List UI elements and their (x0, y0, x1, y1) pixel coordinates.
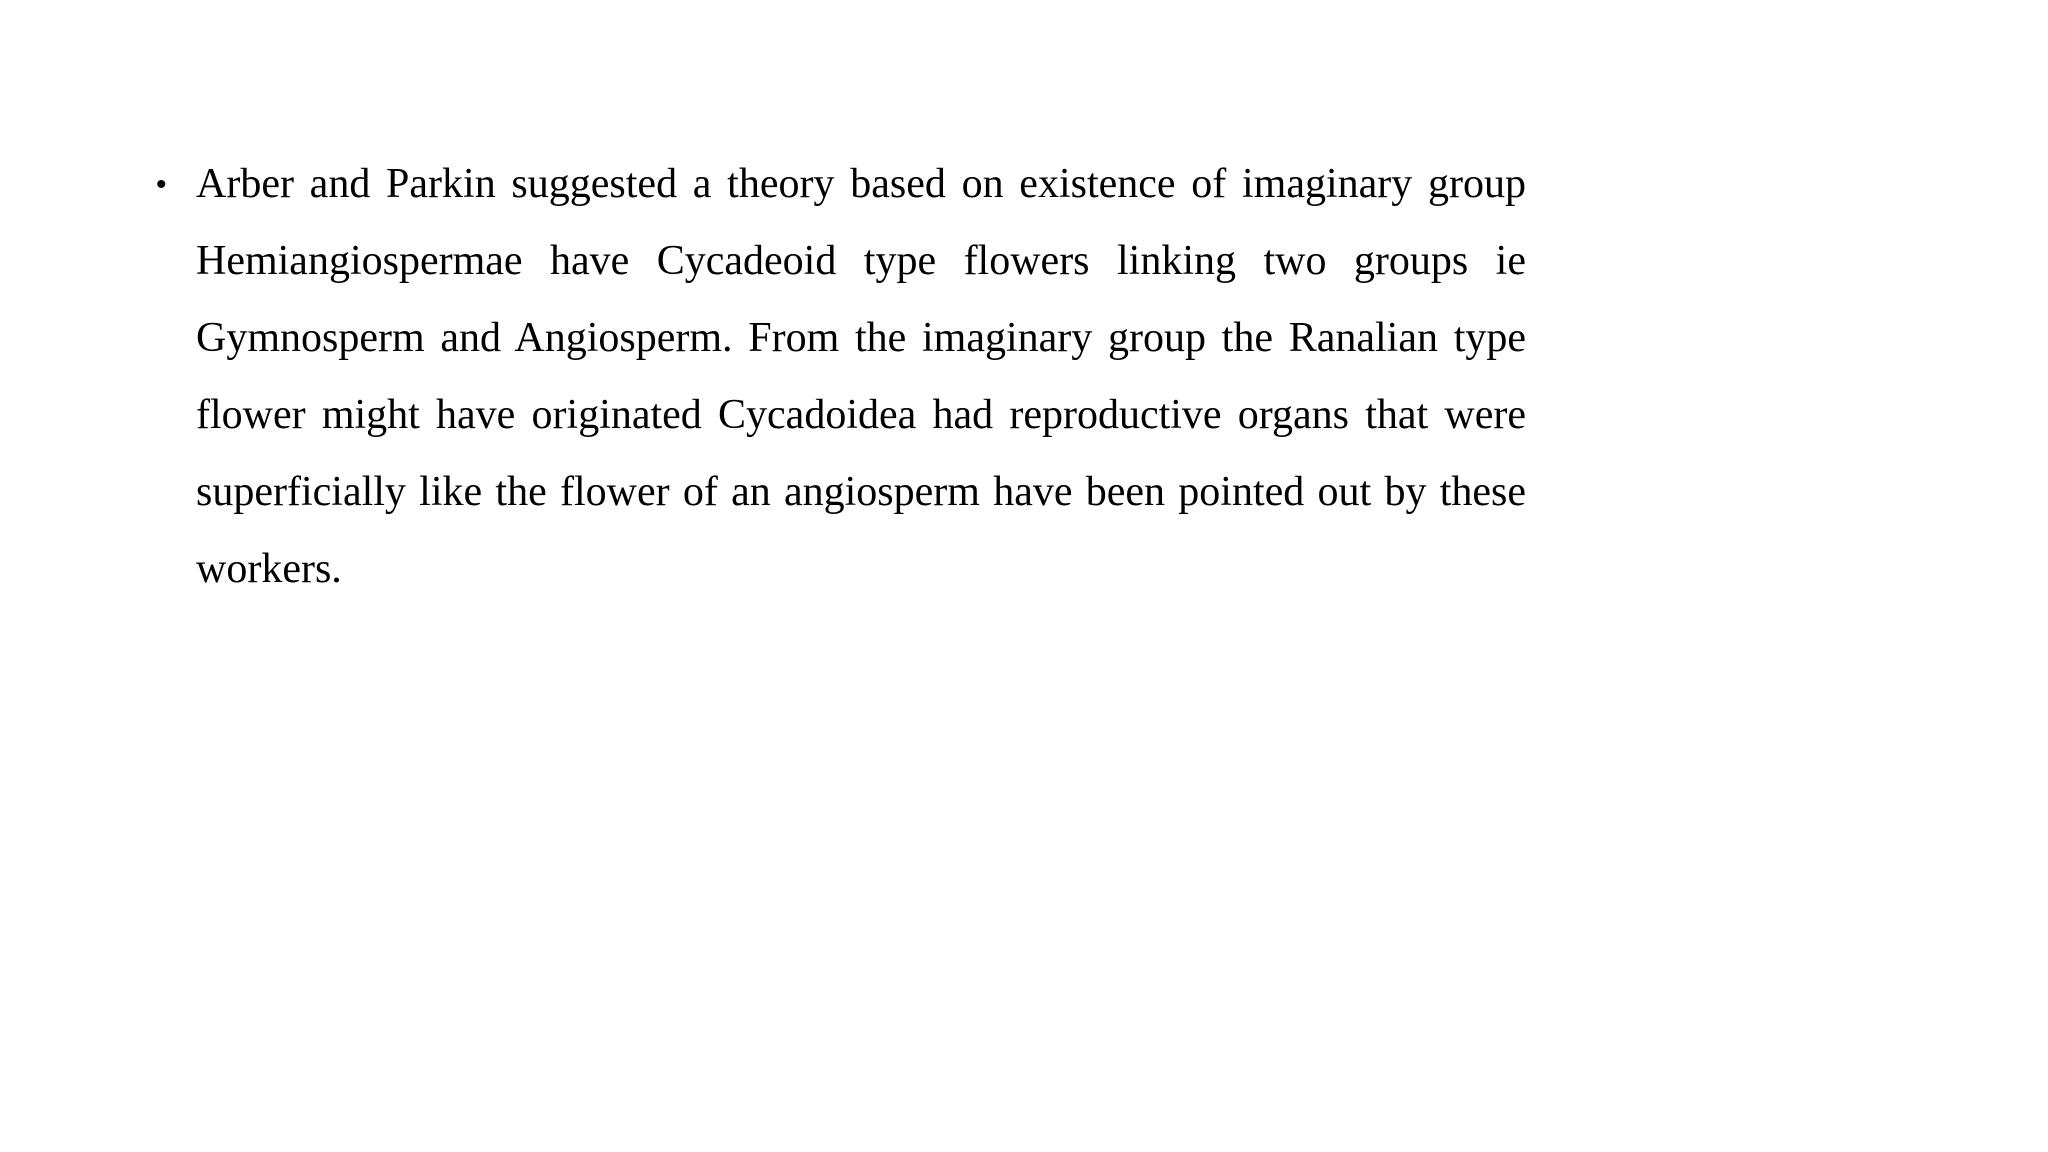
bullet-item (156, 146, 1526, 608)
bullet-dot-icon: • (156, 168, 167, 201)
bullet-list (156, 146, 1526, 608)
bullet-text: Arber and Parkin suggested a theory based on existence of imaginary group Hemiangiospermae have Cycadeoid type flowers linking two groups ie Gymnosperm and Angiosperm. From the imaginary group the Ranalian type flower might have originated Cycadoidea had reproductive organs that were superficially like the flower of an angiosperm have been pointed out by these workers. (196, 161, 1526, 592)
